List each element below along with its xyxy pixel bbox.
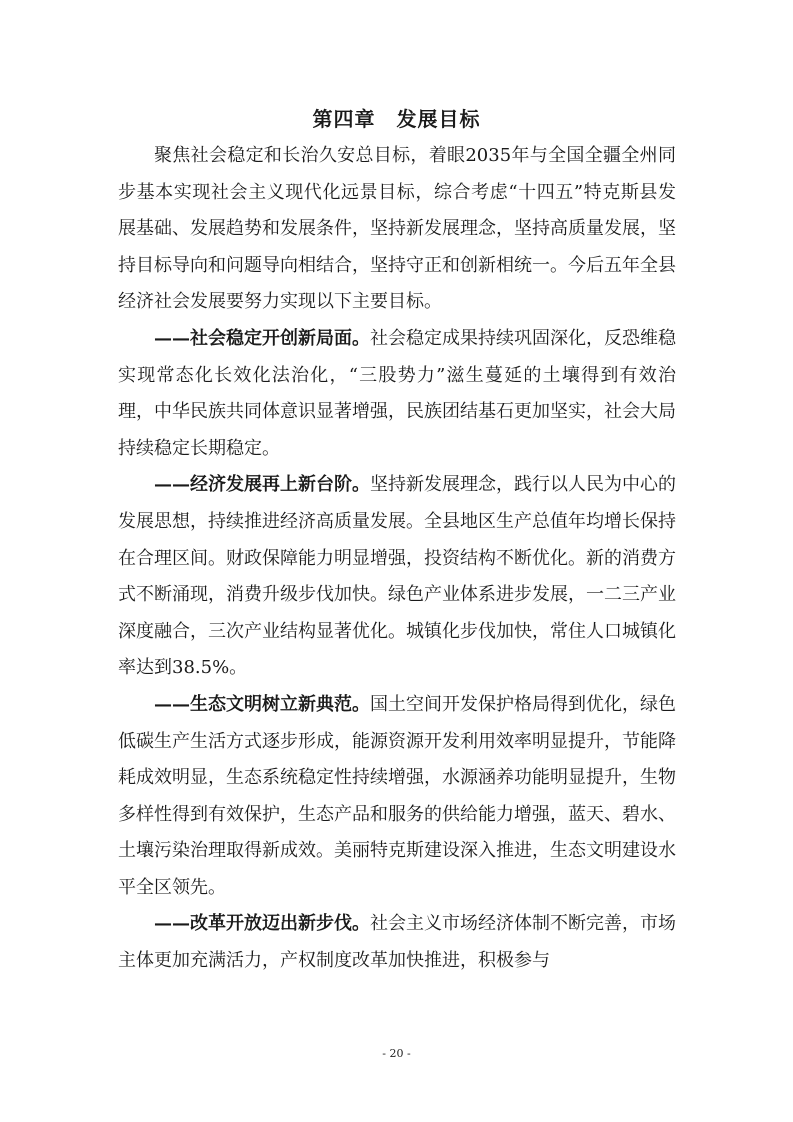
body-text [118,138,676,980]
paragraph-lead: ——生态文明树立新典范。 [154,693,370,715]
paragraph-social-stability [118,321,676,467]
paragraph-lead: ——经济发展再上新台阶。 [154,474,370,496]
paragraph-text: 社会主义市场经济体制不断完善，市场主体更加充满活力，产权制度改革加快推进，积极参与 [118,913,676,972]
paragraph-intro [118,138,676,321]
paragraph-lead: ——社会稳定开创新局面。 [154,327,370,349]
paragraph-reform-opening [118,906,676,979]
paragraph-economic-development [118,467,676,687]
chapter-title: 第四章 发展目标 [312,107,481,131]
paragraph-text: 坚持新发展理念，践行以人民为中心的发展思想，持续推进经济高质量发展。全县地区生产总值年均增长保持在合理区间。财政保障能力明显增强，投资结构不断优化。新的消费方式不断涌现，消费升级步伐加快。绿色产业体系进步发展，一二三产业深度融合，三次产业结构显著优化。城镇化步伐加快，常住人口城镇化率达到38.5%。 [118,474,676,679]
paragraph-text: 国土空间开发保护格局得到优化，绿色低碳生产生活方式逐步形成，能源资源开发利用效率明显提升，节能降耗成效明显，生态系统稳定性持续增强，水源涵养功能明显提升，生物多样性得到有效保护，生态产品和服务的供给能力增强，蓝天、碧水、土壤污染治理取得新成效。美丽特克斯建设深入推进，生态文明建设水平全区领先。 [118,693,676,898]
paragraph-text: 聚焦社会稳定和长治久安总目标，着眼2035年与全国全疆全州同步基本实现社会主义现代化远景目标，综合考虑“十四五”特克斯县发展基础、发展趋势和发展条件，坚持新发展理念，坚持高质量发展，坚持目标导向和问题导向相结合，坚持守正和创新相统一。今后五年全县经济社会发展要努力实现以下主要目标。 [118,145,676,313]
paragraph-text: 社会稳定成果持续巩固深化，反恐维稳实现常态化长效化法治化，“三股势力”滋生蔓延的土壤得到有效治理，中华民族共同体意识显著增强，民族团结基石更加坚实，社会大局持续稳定长期稳定。 [118,327,676,459]
paragraph-lead: ——改革开放迈出新步伐。 [154,913,370,935]
page-number: - 20 - [382,1047,411,1060]
paragraph-ecological-civilization [118,687,676,907]
